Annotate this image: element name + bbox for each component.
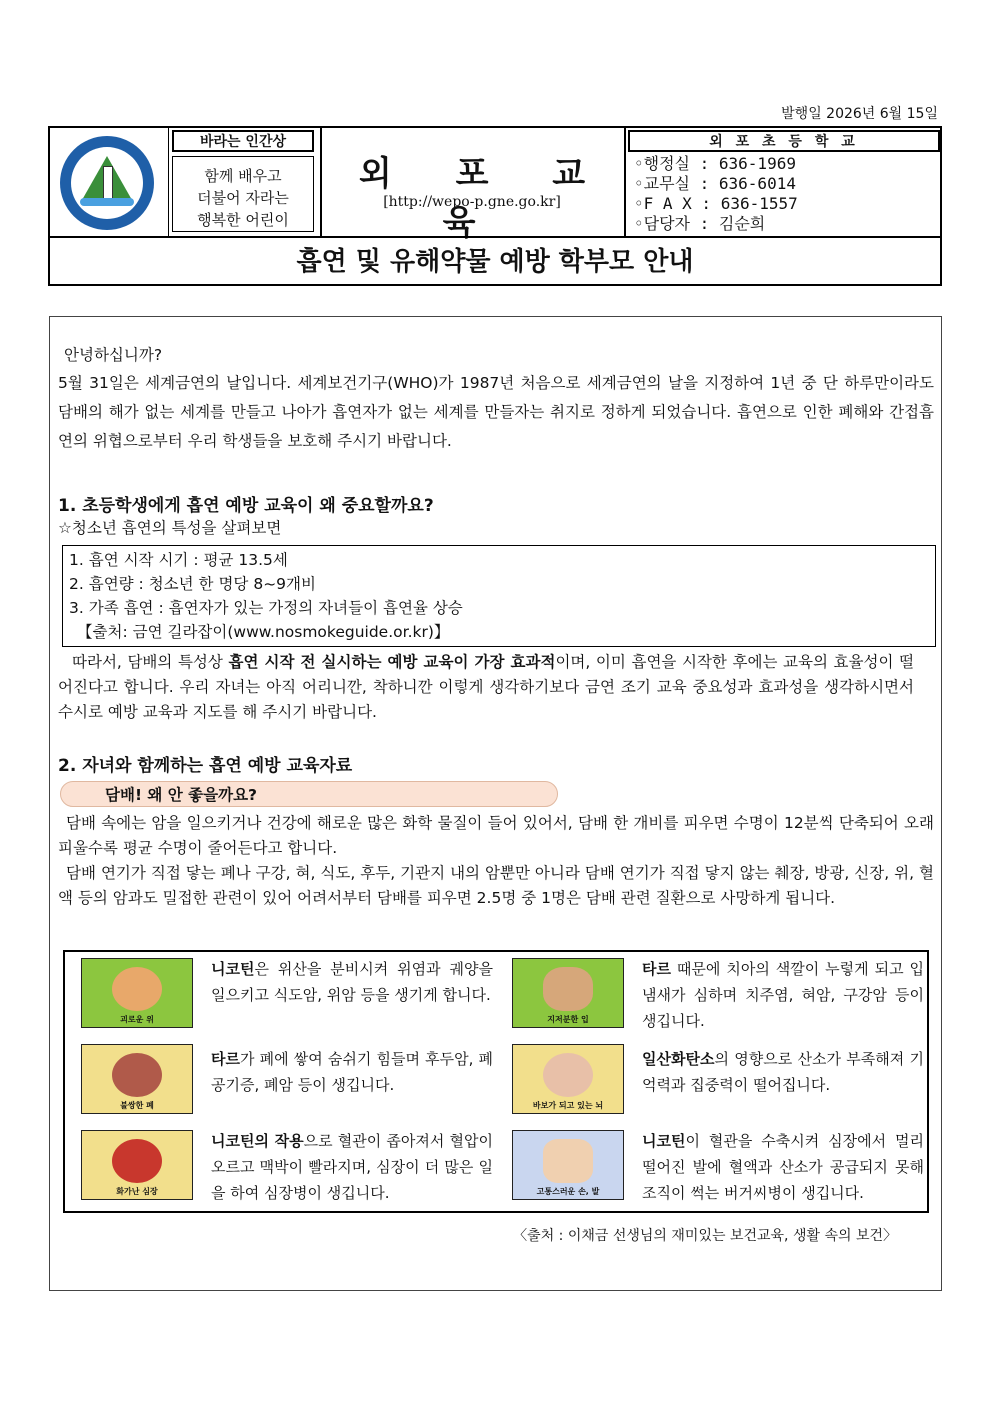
facts-box (62, 545, 936, 647)
section1-paragraph (58, 650, 914, 725)
harm-keyword: 니코틴의 작용 (211, 1132, 304, 1150)
harm-text (211, 956, 493, 1008)
section2-paragraph-2: 담배 연기가 직접 닿는 폐나 구강, 혀, 식도, 후두, 기관지 내의 암뿐만 아니라 담배 연기가 직접 닿지 않는 췌장, 방광, 신장, 위, 혈액 등의 암과도 밀접한 관련이 있어 어려서부터 담배를 피우면 2.5명 중 1명은 담배 관련 질환으로 사망하게 됩니다. (58, 864, 934, 907)
fact-source: 【출처: 금연 길라잡이(www.nosmokeguide.or.kr)】 (77, 623, 450, 641)
newsletter-title-cell (320, 128, 624, 243)
issue-date: 발행일 2026년 6월 15일 (781, 106, 938, 122)
intro-paragraph: 5월 31일은 세계금연의 날입니다. 세계보건기구(WHO)가 1987년 처음으로 세계금연의 날을 지정하여 1년 중 단 하루만이라도 담배의 해가 없는 세계를 만들고 나아가 흡연자가 없는 세계를 만들자는 취지로 정하게 되었습니다. 흡연으로 인한 폐해와 간접흡연의 위협으로부터 우리 학생들을 보호해 주시기 바랍니다. (58, 374, 934, 450)
contact-line: ◦F A X : 636-1557 (634, 194, 798, 213)
image-caption: 불쌍한 폐 (120, 1101, 154, 1110)
harm-cell-stomach (65, 952, 496, 1038)
fact-item: 2. 흡연량 : 청소년 한 명당 8~9개비 (69, 575, 316, 593)
harm-description: 때문에 치아의 색깔이 누렇게 되고 입 냄새가 심하며 치주염, 혀암, 구강암 등이 생깁니다. (642, 960, 924, 1030)
image-caption: 화가난 심장 (116, 1187, 158, 1196)
material-source: 〈출처 : 이채금 선생님의 재미있는 보건교육, 생활 속의 보건〉 (513, 1228, 897, 1244)
harm-keyword: 타르 (211, 1050, 240, 1068)
harm-description: 가 폐에 쌓여 숨쉬기 힘들며 후두암, 폐 공기증, 폐암 등이 생깁니다. (211, 1050, 493, 1094)
contact-cell (624, 128, 944, 236)
harm-keyword: 타르 (642, 960, 671, 978)
section2-paragraph-1: 담배 속에는 암을 일으키거나 건강에 해로운 많은 화학 물질이 들어 있어서, 담배 한 개비를 피우면 수명이 12분씩 단축되어 오래 피울수록 평균 수명이 줄어든다고 합니다. (58, 814, 934, 857)
contact-line: ◦행정실 : 636-1969 (634, 154, 796, 173)
school-logo-cell (50, 128, 169, 236)
contact-list (634, 154, 798, 234)
harm-cell-hand (496, 1124, 927, 1210)
para-text: 이며, 이미 흡연을 시작한 후에는 교육의 효율성이 떨어진다고 합니다. 우리 자녀는 아직 어리니깐, 착하니깐 이렇게 생각하기보다 금연 조기 교육 중요성과 효과성을 생각하시면서 수시로 예방 교육과 지도를 해 주시기 바랍니다. (58, 653, 915, 721)
motto-cell (168, 128, 322, 236)
contact-line: ◦담당자 : 김순희 (634, 214, 766, 233)
image-caption: 괴로운 위 (120, 1015, 154, 1024)
motto-line: 행복한 어린이 (197, 211, 289, 229)
harm-description: 으로 혈관이 좁아져서 혈압이 오르고 맥박이 빨라지며, 심장이 더 많은 일을 하여 심장병이 생깁니다. (211, 1132, 493, 1202)
content-box (49, 316, 942, 1291)
harm-cell-lung (65, 1038, 496, 1124)
harm-text (642, 956, 924, 1034)
section1-subheading: ☆청소년 흡연의 특성을 살펴보면 (58, 519, 282, 537)
brain-image (512, 1044, 624, 1114)
school-logo-icon (60, 136, 154, 230)
lung-image (81, 1044, 193, 1114)
harm-description: 이 혈관을 수축시켜 심장에서 멀리 떨어진 발에 혈액과 산소가 공급되지 못해 조직이 썩는 버거씨병이 생깁니다. (642, 1132, 924, 1202)
harm-text (211, 1128, 493, 1206)
fact-item: 1. 흡연 시작 시기 : 평균 13.5세 (69, 551, 288, 569)
greeting: 안녕하십니까? (64, 346, 163, 364)
harm-grid (63, 950, 929, 1213)
harm-text (642, 1128, 924, 1206)
para-text: 따라서, 담배의 특성상 (72, 653, 229, 671)
section2-heading: 2. 자녀와 함께하는 흡연 예방 교육자료 (58, 756, 353, 776)
hand-image (512, 1130, 624, 1200)
section2-pill-heading: 담배! 왜 안 좋을까요? (60, 781, 558, 807)
motto-title: 바라는 인간상 (172, 130, 314, 152)
image-caption: 고통스러운 손, 발 (536, 1187, 600, 1196)
harm-keyword: 일산화탄소 (642, 1050, 715, 1068)
harm-cell-mouth (496, 952, 927, 1038)
harm-text (642, 1046, 924, 1098)
motto-box (172, 156, 314, 232)
harm-text (211, 1046, 493, 1098)
mouth-image (512, 958, 624, 1028)
newsletter-title: 외 포 교 육 (358, 154, 612, 243)
harm-keyword: 니코틴 (211, 960, 255, 978)
para-emphasis: 흡연 시작 전 실시하는 예방 교육이 가장 효과적 (228, 653, 556, 671)
stomach-image (81, 958, 193, 1028)
motto-line: 함께 배우고 (204, 167, 282, 185)
heart-image (81, 1130, 193, 1200)
image-caption: 지저분한 입 (547, 1015, 589, 1024)
school-name: 외 포 초 등 학 교 (628, 130, 940, 152)
contact-line: ◦교무실 : 636-6014 (634, 174, 796, 193)
fact-item: 3. 가족 흡연 : 흡연자가 있는 가정의 자녀들이 흡연율 상승 (69, 599, 463, 617)
school-url[interactable]: [http://wepo-p.gne.go.kr] (383, 194, 561, 210)
harm-description: 은 위산을 분비시켜 위염과 궤양을 일으키고 식도암, 위암 등을 생기게 합니다. (211, 960, 493, 1004)
section1-heading: 1. 초등학생에게 흡연 예방 교육이 왜 중요할까요? (58, 496, 434, 516)
image-caption: 바보가 되고 있는 뇌 (532, 1101, 604, 1110)
newsletter-header (48, 126, 942, 286)
main-title: 흡연 및 유해약물 예방 학부모 안내 (50, 236, 940, 286)
harm-cell-heart (65, 1124, 496, 1210)
harm-description: 의 영향으로 산소가 부족해져 기억력과 집중력이 떨어집니다. (642, 1050, 924, 1094)
harm-keyword: 니코틴 (642, 1132, 686, 1150)
motto-line: 더불어 자라는 (197, 189, 289, 207)
harm-cell-brain (496, 1038, 927, 1124)
